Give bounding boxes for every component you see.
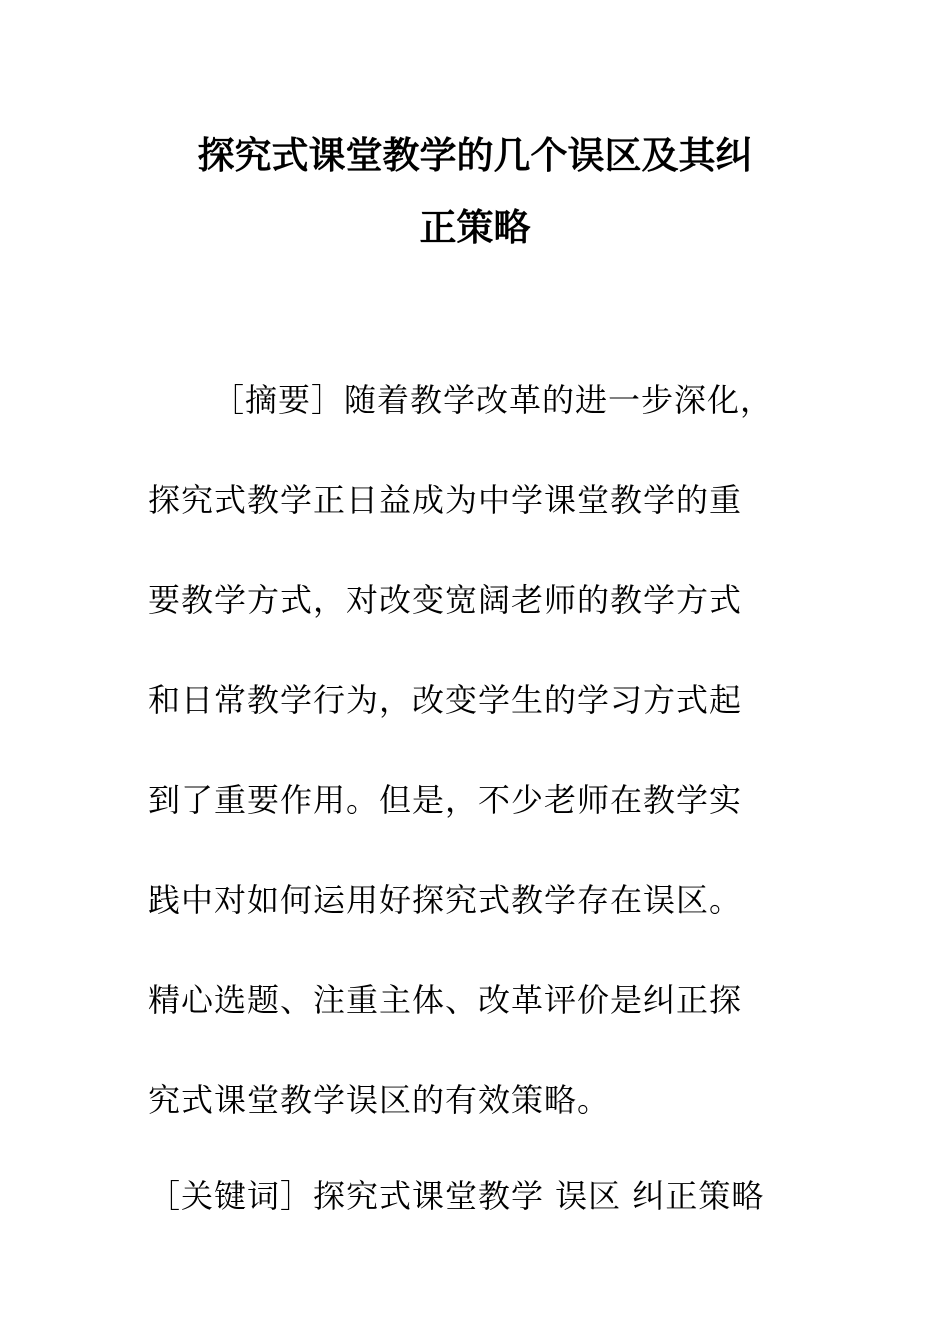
abstract-line-1: ［摘要］随着教学改革的进一步深化， — [212, 381, 774, 419]
document-title-line-1: 探究式课堂教学的几个误区及其纠 — [197, 134, 753, 177]
document-title-line-2: 正策略 — [419, 206, 531, 249]
keywords-line: ［关键词］探究式课堂教学 误区 纠正策略 — [148, 1177, 765, 1215]
abstract-line-5: 到了重要作用。但是，不少老师在教学实 — [148, 781, 743, 819]
abstract-line-6: 践中对如何运用好探究式教学存在误区。 — [148, 881, 743, 919]
abstract-line-8: 究式课堂教学误区的有效策略。 — [148, 1081, 611, 1119]
abstract-line-3: 要教学方式，对改变宽阔老师的教学方式 — [148, 581, 743, 619]
abstract-line-7: 精心选题、注重主体、改革评价是纠正探 — [148, 981, 743, 1019]
abstract-line-2: 探究式教学正日益成为中学课堂教学的重 — [148, 481, 743, 519]
abstract-line-4: 和日常教学行为，改变学生的学习方式起 — [148, 681, 743, 719]
